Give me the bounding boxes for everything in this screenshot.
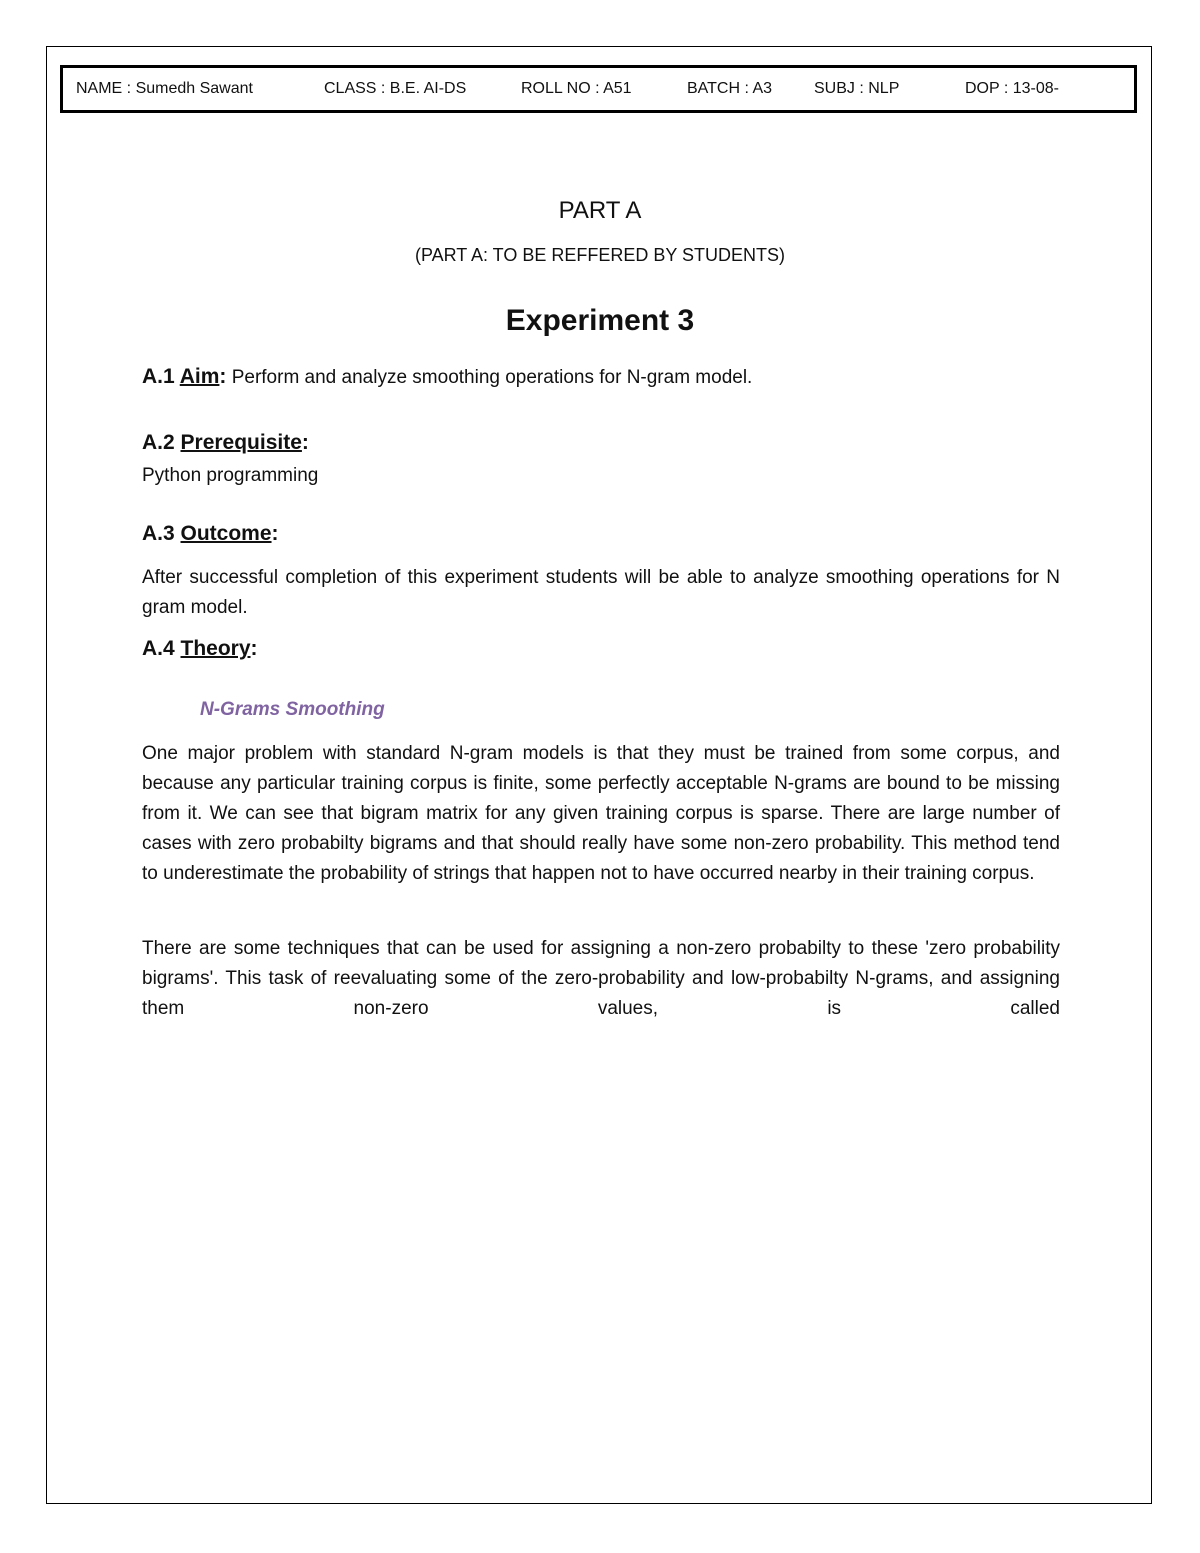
aim-text: Perform and analyze smoothing operations for N-gram model. — [226, 367, 753, 388]
theory-paragraph-1: One major problem with standard N-gram models is that they must be trained from some corpus, and because any particular training corpus is finite, some perfectly acceptable N-grams are bound to be missing from it. We can see that bigram matrix for any given training corpus is sparse. There are large number of cases with zero probabilty bigrams and that should really have some non-zero probability. This method tend to underestimate the probability of strings that happen not to have occurred nearby in their training corpus. — [142, 743, 1060, 884]
outcome-title: Outcome — [180, 522, 272, 545]
prerequisite-colon: : — [301, 431, 309, 454]
prerequisite-heading — [142, 431, 1060, 455]
theory-subtitle: N-Grams Smoothing — [200, 699, 385, 720]
theory-heading — [142, 637, 1060, 661]
student-name: NAME : Sumedh Sawant — [76, 80, 253, 97]
student-class: CLASS : B.E. AI-DS — [324, 80, 467, 97]
aim-title: Aim — [179, 365, 220, 388]
aim-number: A.1 — [142, 365, 180, 388]
outcome-text: After successful completion of this experiment students will be able to analyze smoothing operations for N gram model. — [142, 567, 1060, 618]
prerequisite-text: Python programming — [142, 465, 319, 486]
aim-section — [142, 365, 1060, 389]
part-subtitle: (PART A: TO BE REFFERED BY STUDENTS) — [414, 245, 786, 265]
theory-paragraph-2: There are some techniques that can be used for assigning a non-zero probabilty to these 'zero probability bigrams'. This task of reevaluating some of the zero-probability and low-probabilty N-grams, and assigning them non-zero values, is called — [142, 938, 1060, 1019]
roll-number: ROLL NO : A51 — [521, 80, 632, 97]
part-title: PART A — [558, 197, 642, 224]
outcome-heading — [142, 522, 1060, 546]
prerequisite-number: A.2 — [142, 431, 181, 454]
batch: BATCH : A3 — [687, 80, 773, 97]
prerequisite-title: Prerequisite — [180, 431, 302, 454]
theory-number: A.4 — [142, 637, 181, 660]
date-of-performance: DOP : 13-08- — [965, 80, 1059, 97]
subject: SUBJ : NLP — [814, 80, 900, 97]
theory-title: Theory — [180, 637, 251, 660]
aim-colon: : — [219, 365, 227, 388]
outcome-number: A.3 — [142, 522, 181, 545]
outcome-colon: : — [271, 522, 279, 545]
theory-colon: : — [250, 637, 258, 660]
student-info-header — [60, 65, 1137, 113]
experiment-title: Experiment 3 — [505, 304, 695, 337]
